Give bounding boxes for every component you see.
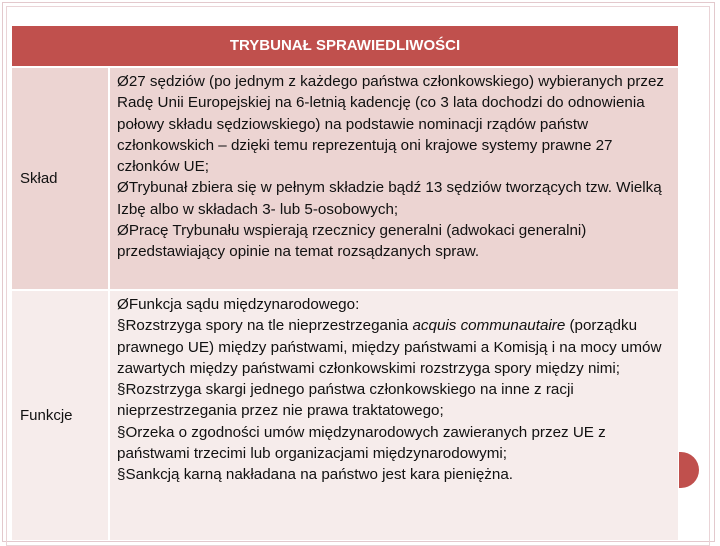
content-line: ØFunkcja sądu międzynarodowego: [117,296,360,313]
content-line: ØPracę Trybunału wspierają rzecznicy generalni (adwokaci generalni) przedstawiający opinie na temat rozsądzanych spraw. [117,222,587,261]
row-content-cell [110,291,678,540]
content-text: (porządku prawnego UE) między państwami, między państwami a Komisją i na mocy umów zawartych między państwami członkowskimi rozstrzyga spory między nimi; [117,317,662,377]
table-title: TRYBUNAŁ SPRAWIEDLIWOŚCI [229,37,461,54]
content-line: ØTrybunał zbiera się w pełnym składzie bądź 13 sędziów tworzących tzw. Wielką Izbę albo w składach 3- lub 5-osobowych; [117,179,662,218]
content-line: Ø27 sędziów (po jednym z każdego państwa członkowskiego) wybieranych przez Radę Unii Europejskiej na 6-letnią kadencję (co 3 lata dochodzi do odnowienia połowy składu sędziowskiego) na podstawie nominacji rządów państw członkowskich – dzięki temu reprezentują oni krajowe systemy prawne 27 członków UE; [117,73,665,176]
info-table [12,26,678,540]
content-text: §Rozstrzyga spory na tle nieprzestrzegania [117,317,413,335]
row-label-cell [12,68,108,289]
content-line: §Sankcją karną nakładana na państwo jest kara pieniężna. [117,466,513,484]
content-line [117,315,674,379]
row-label-sklad: Skład [20,170,58,187]
content-italic-text: acquis communautaire [412,317,566,335]
table-header [12,26,678,66]
row-label-funkcje: Funkcje [20,407,73,424]
row-label-cell [12,291,108,540]
content-line: §Rozstrzyga skargi jednego państwa członkowskiego na inne z racji nieprzestrzegania przez nie prawa traktatowego; [117,381,574,420]
content-line: §Orzeka o zgodności umów międzynarodowych zawieranych przez UE z państwami trzecimi lub organizacjami międzynarodowymi; [117,423,606,463]
row-content-cell [110,68,678,289]
